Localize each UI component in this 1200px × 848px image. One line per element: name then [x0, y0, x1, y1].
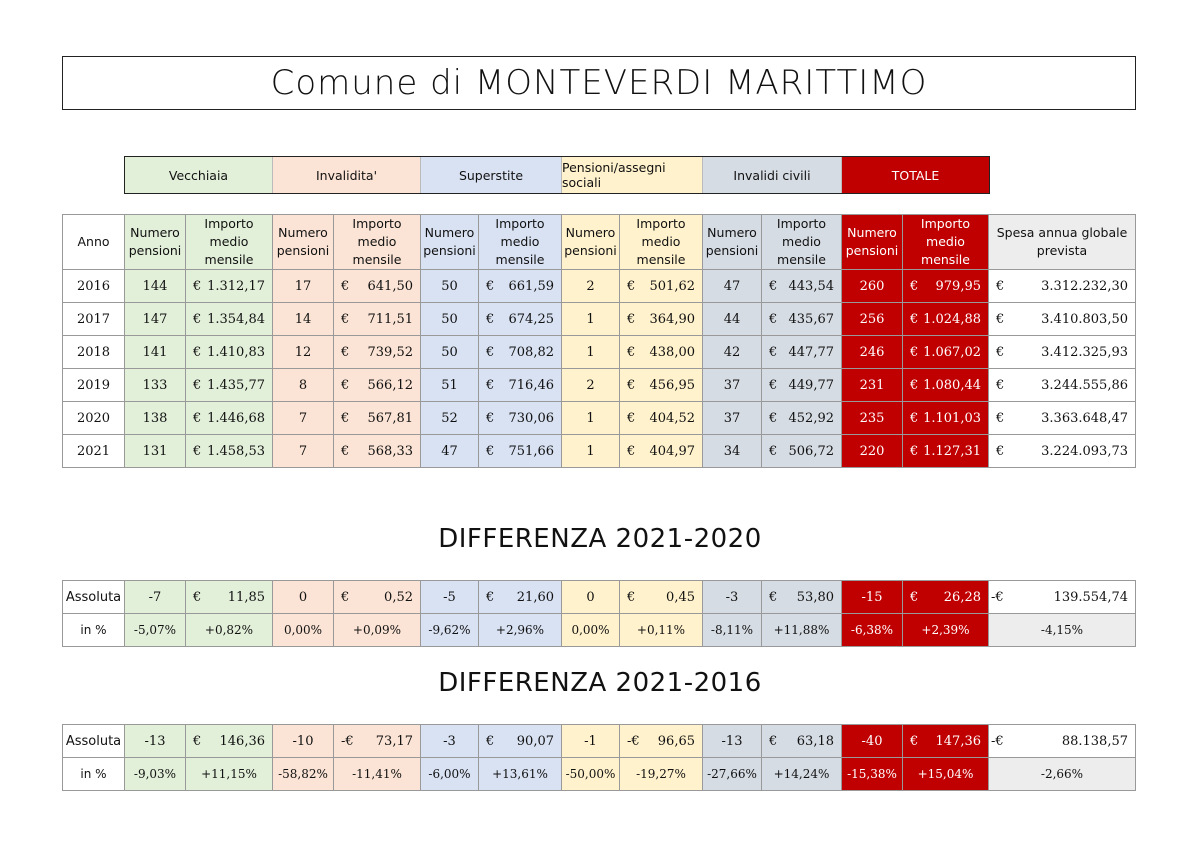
cell-value: 501,62	[649, 278, 695, 294]
cell-numero: 256	[842, 303, 903, 336]
cell-value: 979,95	[935, 278, 981, 294]
cell-percent: +2,39%	[903, 614, 989, 647]
cell-percent: -6,00%	[421, 758, 479, 791]
euro-sign: €	[193, 589, 202, 605]
euro-sign: €	[627, 278, 636, 294]
euro-sign: €	[627, 344, 636, 360]
cell-value: 3.410.803,50	[1041, 311, 1128, 327]
cell-importo	[479, 270, 562, 303]
cell-value: 1.446,68	[207, 410, 265, 426]
cell-percent: +15,04%	[903, 758, 989, 791]
cell-numero: 2	[562, 369, 620, 402]
cell-value: 1.024,88	[923, 311, 981, 327]
cell-numero: 51	[421, 369, 479, 402]
cell-value: 456,95	[649, 377, 695, 393]
euro-sign: €	[341, 443, 350, 459]
cell-numero: 220	[842, 435, 903, 468]
euro-sign: €	[486, 733, 495, 749]
cell-numero: 1	[562, 402, 620, 435]
diff-abs-row	[63, 581, 1136, 614]
cell-importo	[479, 402, 562, 435]
euro-sign: €	[627, 377, 636, 393]
cell-value: 96,65	[657, 733, 695, 749]
cell-importo	[762, 270, 842, 303]
cell-value: 90,07	[516, 733, 554, 749]
cell-year: 2018	[63, 336, 125, 369]
legend-totale: TOTALE	[842, 157, 989, 193]
cell-numero: 50	[421, 336, 479, 369]
table-row	[63, 303, 1136, 336]
euro-sign: €	[486, 443, 495, 459]
cell-numero: 1	[562, 303, 620, 336]
cell-spesa	[989, 435, 1136, 468]
euro-sign: €	[769, 410, 778, 426]
cell-importo	[903, 303, 989, 336]
cell-value: 447,77	[788, 344, 834, 360]
euro-sign: €	[193, 733, 202, 749]
cell-numero: 50	[421, 270, 479, 303]
cell-numero-diff: 0	[273, 581, 334, 614]
euro-sign: €	[193, 377, 202, 393]
euro-sign: €	[996, 278, 1005, 294]
cell-year: 2019	[63, 369, 125, 402]
euro-sign: €	[769, 589, 778, 605]
cell-importo	[620, 303, 703, 336]
euro-sign: €	[996, 443, 1005, 459]
cell-value: 1.127,31	[923, 443, 981, 459]
cell-value: 404,52	[649, 410, 695, 426]
euro-sign: €	[910, 377, 919, 393]
cell-numero-diff: -10	[273, 725, 334, 758]
euro-sign: €	[769, 443, 778, 459]
cell-value: 3.312.232,30	[1041, 278, 1128, 294]
cell-importo	[762, 336, 842, 369]
euro-sign: €	[627, 589, 636, 605]
euro-sign: €	[910, 311, 919, 327]
cell-value: 1.410,83	[207, 344, 265, 360]
cell-importo	[186, 270, 273, 303]
cell-percent: -58,82%	[273, 758, 334, 791]
cell-year: 2017	[63, 303, 125, 336]
euro-sign: €	[910, 443, 919, 459]
euro-sign: €	[341, 410, 350, 426]
cell-spesa	[989, 303, 1136, 336]
cell-importo	[334, 303, 421, 336]
cell-importo	[334, 435, 421, 468]
cell-importo-diff	[334, 725, 421, 758]
euro-sign: €	[341, 278, 350, 294]
cell-importo	[334, 402, 421, 435]
euro-sign: €	[193, 410, 202, 426]
cell-value: 1.354,84	[207, 311, 265, 327]
cell-percent: -6,38%	[842, 614, 903, 647]
cell-numero: 131	[125, 435, 186, 468]
cell-value: 11,85	[227, 589, 265, 605]
euro-sign: €	[486, 589, 495, 605]
cell-value: 3.224.093,73	[1041, 443, 1128, 459]
cell-year: 2020	[63, 402, 125, 435]
header-importo: Importo medio mensile	[762, 215, 842, 270]
cell-percent: -9,03%	[125, 758, 186, 791]
cell-numero: 8	[273, 369, 334, 402]
row-label: in %	[63, 614, 125, 647]
cell-importo	[903, 435, 989, 468]
cell-numero: 47	[703, 270, 762, 303]
cell-value: 641,50	[367, 278, 413, 294]
euro-sign: -€	[341, 733, 354, 749]
euro-sign: €	[769, 377, 778, 393]
table-row	[63, 270, 1136, 303]
cell-importo	[334, 369, 421, 402]
diff-abs-row	[63, 725, 1136, 758]
table-row	[63, 402, 1136, 435]
euro-sign: €	[486, 311, 495, 327]
euro-sign: €	[486, 377, 495, 393]
diff-pct-row	[63, 758, 1136, 791]
legend-vecchiaia: Vecchiaia	[125, 157, 273, 193]
cell-percent: -5,07%	[125, 614, 186, 647]
cell-numero: 50	[421, 303, 479, 336]
cell-percent: +0,82%	[186, 614, 273, 647]
header-importo: Importo medio mensile	[479, 215, 562, 270]
cell-numero: 7	[273, 402, 334, 435]
cell-importo	[620, 270, 703, 303]
cell-value: 1.080,44	[923, 377, 981, 393]
pension-table	[62, 214, 1136, 468]
cell-percent: -8,11%	[703, 614, 762, 647]
euro-sign: €	[769, 278, 778, 294]
cell-importo-diff	[620, 581, 703, 614]
cell-percent: 0,00%	[562, 614, 620, 647]
cell-percent: +13,61%	[479, 758, 562, 791]
header-numero: Numero pensioni	[703, 215, 762, 270]
cell-value: 3.363.648,47	[1041, 410, 1128, 426]
cell-importo-diff	[334, 581, 421, 614]
cell-numero-diff: -13	[703, 725, 762, 758]
euro-sign: €	[341, 311, 350, 327]
cell-percent: +2,96%	[479, 614, 562, 647]
cell-numero-diff: -15	[842, 581, 903, 614]
euro-sign: €	[193, 443, 202, 459]
cell-percent: -4,15%	[989, 614, 1136, 647]
cell-importo	[479, 303, 562, 336]
cell-value: 26,28	[943, 589, 981, 605]
cell-numero-diff: -40	[842, 725, 903, 758]
cell-numero: 52	[421, 402, 479, 435]
cell-value: 139.554,74	[1053, 589, 1128, 605]
cell-value: 730,06	[508, 410, 554, 426]
cell-importo-diff	[186, 725, 273, 758]
euro-sign: €	[341, 589, 350, 605]
legend-civili: Invalidi civili	[703, 157, 842, 193]
cell-value: 452,92	[788, 410, 834, 426]
cell-numero: 260	[842, 270, 903, 303]
cell-value: 88.138,57	[1061, 733, 1128, 749]
cell-numero: 12	[273, 336, 334, 369]
cell-value: 63,18	[796, 733, 834, 749]
cell-spesa	[989, 336, 1136, 369]
cell-percent: -15,38%	[842, 758, 903, 791]
row-label: in %	[63, 758, 125, 791]
cell-importo-diff	[479, 581, 562, 614]
cell-importo	[620, 336, 703, 369]
euro-sign: €	[486, 344, 495, 360]
cell-importo-diff	[186, 581, 273, 614]
cell-numero-diff: -5	[421, 581, 479, 614]
cell-value: 1.067,02	[923, 344, 981, 360]
cell-numero: 44	[703, 303, 762, 336]
cell-spesa	[989, 402, 1136, 435]
cell-value: 0,52	[384, 589, 413, 605]
cell-importo	[186, 402, 273, 435]
cell-percent: -11,41%	[334, 758, 421, 791]
cell-importo-diff	[989, 725, 1136, 758]
cell-value: 1.435,77	[207, 377, 265, 393]
cell-importo	[762, 435, 842, 468]
euro-sign: €	[341, 377, 350, 393]
cell-importo	[620, 402, 703, 435]
euro-sign: €	[627, 311, 636, 327]
cell-importo	[620, 369, 703, 402]
table-row	[63, 336, 1136, 369]
cell-importo	[479, 369, 562, 402]
cell-numero-diff: -1	[562, 725, 620, 758]
diff-pct-row	[63, 614, 1136, 647]
cell-importo-diff	[479, 725, 562, 758]
cell-percent: -9,62%	[421, 614, 479, 647]
euro-sign: €	[341, 344, 350, 360]
cell-importo	[762, 303, 842, 336]
cell-value: 674,25	[508, 311, 554, 327]
cell-value: 506,72	[788, 443, 834, 459]
cell-value: 146,36	[219, 733, 265, 749]
cell-value: 53,80	[796, 589, 834, 605]
cell-percent: 0,00%	[273, 614, 334, 647]
header-numero: Numero pensioni	[125, 215, 186, 270]
cell-importo	[334, 270, 421, 303]
euro-sign: €	[486, 410, 495, 426]
header-anno: Anno	[63, 215, 125, 270]
cell-value: 147,36	[935, 733, 981, 749]
diff-table-2021-2016	[62, 724, 1136, 791]
cell-numero: 42	[703, 336, 762, 369]
euro-sign: €	[193, 278, 202, 294]
cell-numero: 7	[273, 435, 334, 468]
cell-value: 566,12	[367, 377, 413, 393]
cell-importo	[620, 435, 703, 468]
euro-sign: €	[486, 278, 495, 294]
cell-numero: 17	[273, 270, 334, 303]
cell-numero: 235	[842, 402, 903, 435]
cell-numero: 14	[273, 303, 334, 336]
diff-title-2021-2016: DIFFERENZA 2021-2016	[438, 668, 762, 698]
cell-year: 2016	[63, 270, 125, 303]
cell-numero-diff: -3	[421, 725, 479, 758]
cell-value: 435,67	[788, 311, 834, 327]
cell-value: 1.458,53	[207, 443, 265, 459]
cell-importo	[903, 369, 989, 402]
cell-spesa	[989, 270, 1136, 303]
cell-numero-diff: -13	[125, 725, 186, 758]
cell-numero: 141	[125, 336, 186, 369]
cell-numero: 144	[125, 270, 186, 303]
cell-value: 404,97	[649, 443, 695, 459]
euro-sign: -€	[991, 589, 1004, 605]
table-header-row	[63, 215, 1136, 270]
euro-sign: €	[193, 311, 202, 327]
page-title-box	[62, 56, 1136, 110]
cell-numero: 246	[842, 336, 903, 369]
cell-importo	[762, 402, 842, 435]
euro-sign: €	[769, 733, 778, 749]
header-numero: Numero pensioni	[273, 215, 334, 270]
euro-sign: €	[910, 589, 919, 605]
cell-numero: 133	[125, 369, 186, 402]
euro-sign: €	[910, 278, 919, 294]
cell-numero: 47	[421, 435, 479, 468]
euro-sign: -€	[991, 733, 1004, 749]
header-numero: Numero pensioni	[842, 215, 903, 270]
diff-title-2021-2020: DIFFERENZA 2021-2020	[438, 524, 762, 554]
cell-importo	[762, 369, 842, 402]
table-row	[63, 369, 1136, 402]
cell-value: 0,45	[666, 589, 695, 605]
cell-numero: 37	[703, 402, 762, 435]
cell-numero: 147	[125, 303, 186, 336]
cell-importo	[186, 435, 273, 468]
cell-importo-diff	[762, 581, 842, 614]
cell-numero: 37	[703, 369, 762, 402]
cell-numero-diff: -7	[125, 581, 186, 614]
cell-numero: 1	[562, 336, 620, 369]
cell-value: 739,52	[367, 344, 413, 360]
euro-sign: €	[996, 377, 1005, 393]
category-legend	[124, 156, 990, 194]
cell-importo-diff	[903, 581, 989, 614]
cell-importo-diff	[903, 725, 989, 758]
cell-importo	[334, 336, 421, 369]
cell-numero: 138	[125, 402, 186, 435]
euro-sign: -€	[627, 733, 640, 749]
cell-percent: +0,09%	[334, 614, 421, 647]
row-label: Assoluta	[63, 725, 125, 758]
euro-sign: €	[769, 311, 778, 327]
cell-value: 443,54	[788, 278, 834, 294]
cell-importo	[903, 270, 989, 303]
euro-sign: €	[996, 311, 1005, 327]
cell-percent: -2,66%	[989, 758, 1136, 791]
cell-importo	[903, 336, 989, 369]
euro-sign: €	[996, 410, 1005, 426]
cell-importo-diff	[620, 725, 703, 758]
cell-percent: -27,66%	[703, 758, 762, 791]
cell-value: 3.244.555,86	[1041, 377, 1128, 393]
cell-value: 568,33	[367, 443, 413, 459]
cell-percent: -19,27%	[620, 758, 703, 791]
header-numero: Numero pensioni	[562, 215, 620, 270]
cell-numero: 2	[562, 270, 620, 303]
diff-table-2021-2020	[62, 580, 1136, 647]
cell-percent: -50,00%	[562, 758, 620, 791]
cell-value: 364,90	[649, 311, 695, 327]
euro-sign: €	[627, 410, 636, 426]
cell-importo-diff	[989, 581, 1136, 614]
header-numero: Numero pensioni	[421, 215, 479, 270]
cell-numero-diff: 0	[562, 581, 620, 614]
euro-sign: €	[769, 344, 778, 360]
cell-value: 438,00	[649, 344, 695, 360]
header-importo: Importo medio mensile	[334, 215, 421, 270]
cell-value: 751,66	[508, 443, 554, 459]
cell-spesa	[989, 369, 1136, 402]
page-title: Comune di MONTEVERDI MARITTIMO	[270, 63, 928, 103]
cell-value: 1.101,03	[923, 410, 981, 426]
cell-value: 711,51	[367, 311, 413, 327]
cell-value: 21,60	[516, 589, 554, 605]
legend-sociali: Pensioni/assegni sociali	[562, 157, 703, 193]
cell-numero-diff: -3	[703, 581, 762, 614]
cell-value: 3.412.325,93	[1041, 344, 1128, 360]
cell-value: 567,81	[367, 410, 413, 426]
cell-numero: 1	[562, 435, 620, 468]
cell-value: 661,59	[508, 278, 554, 294]
legend-invalidita: Invalidita'	[273, 157, 421, 193]
cell-year: 2021	[63, 435, 125, 468]
cell-importo	[186, 336, 273, 369]
cell-value: 716,46	[508, 377, 554, 393]
euro-sign: €	[910, 344, 919, 360]
euro-sign: €	[627, 443, 636, 459]
table-row	[63, 435, 1136, 468]
cell-percent: +0,11%	[620, 614, 703, 647]
row-label: Assoluta	[63, 581, 125, 614]
cell-importo-diff	[762, 725, 842, 758]
legend-superstite: Superstite	[421, 157, 562, 193]
cell-importo	[186, 369, 273, 402]
cell-value: 449,77	[788, 377, 834, 393]
cell-importo	[479, 435, 562, 468]
cell-importo	[479, 336, 562, 369]
cell-value: 708,82	[508, 344, 554, 360]
cell-value: 73,17	[375, 733, 413, 749]
cell-value: 1.312,17	[207, 278, 265, 294]
header-spesa: Spesa annua globale prevista	[989, 215, 1136, 270]
header-importo: Importo medio mensile	[186, 215, 273, 270]
header-importo: Importo medio mensile	[620, 215, 703, 270]
cell-percent: +11,88%	[762, 614, 842, 647]
euro-sign: €	[193, 344, 202, 360]
cell-numero: 231	[842, 369, 903, 402]
header-importo: Importo medio mensile	[903, 215, 989, 270]
cell-importo	[903, 402, 989, 435]
cell-percent: +14,24%	[762, 758, 842, 791]
euro-sign: €	[996, 344, 1005, 360]
cell-importo	[186, 303, 273, 336]
cell-numero: 34	[703, 435, 762, 468]
euro-sign: €	[910, 733, 919, 749]
cell-percent: +11,15%	[186, 758, 273, 791]
euro-sign: €	[910, 410, 919, 426]
